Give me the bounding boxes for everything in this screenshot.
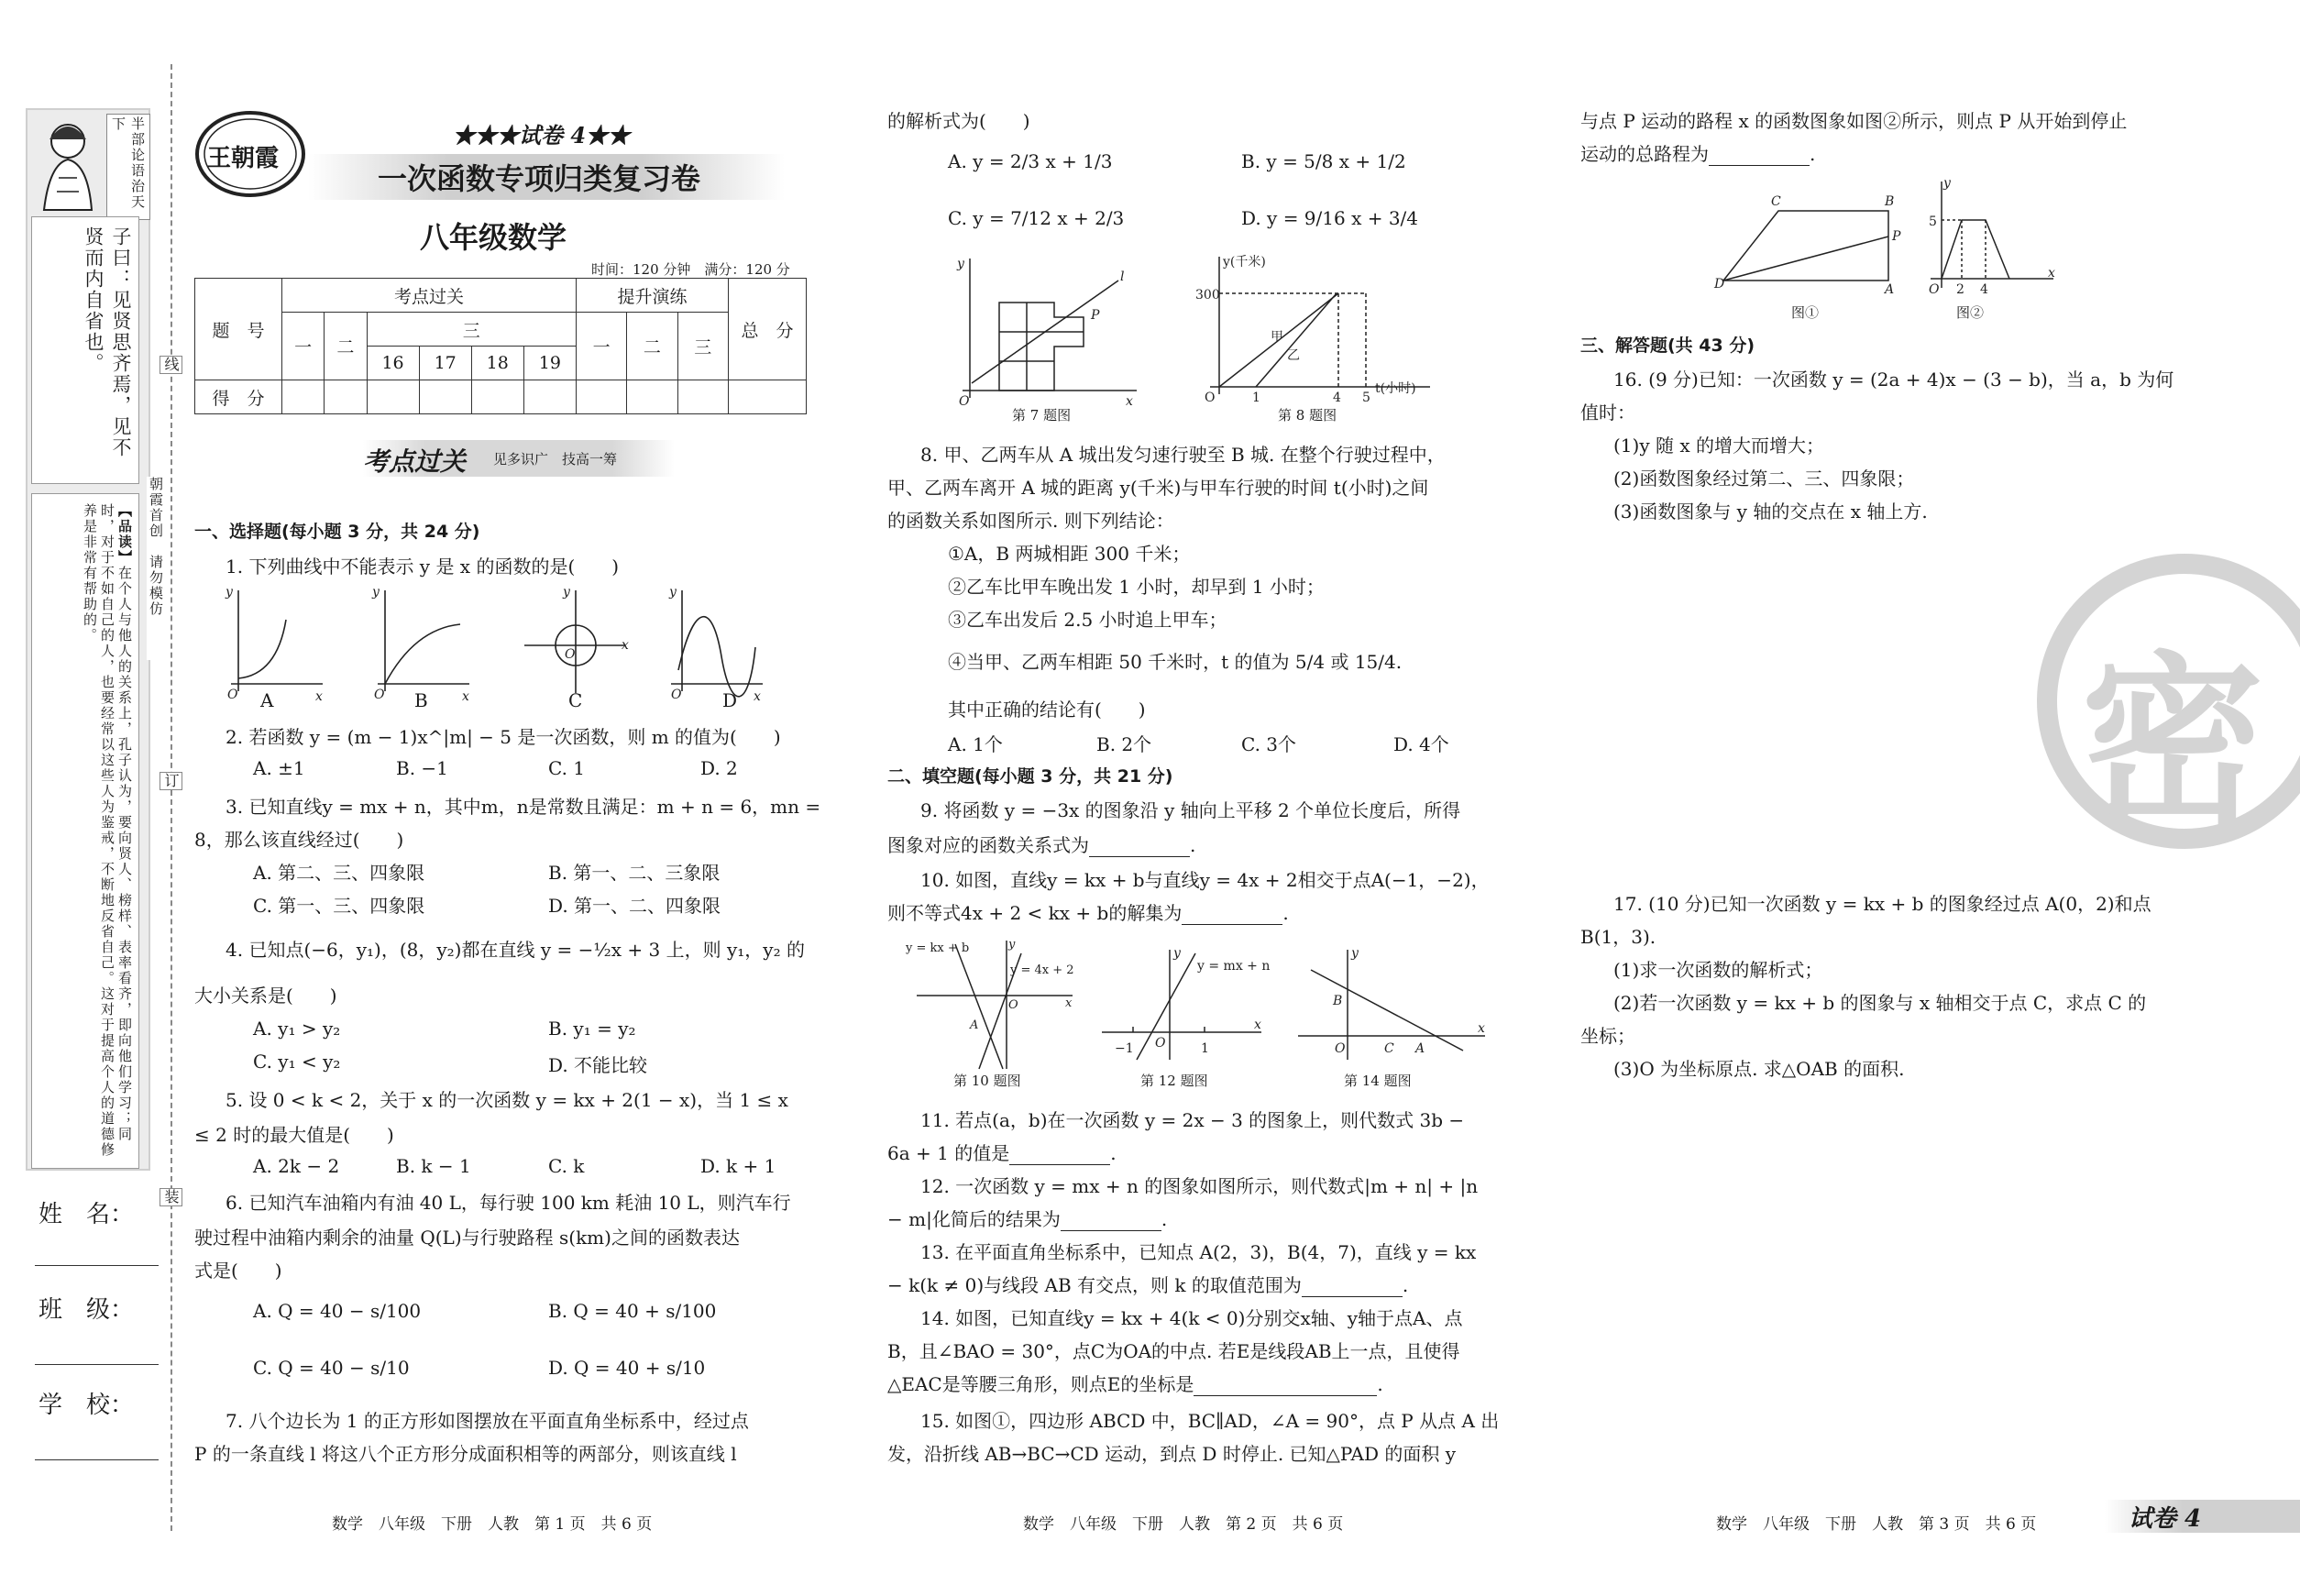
q16-part-3: (3)函数图象与 y 轴的交点在 x 轴上方. xyxy=(1613,501,1928,523)
margin-label-line: 线 xyxy=(160,356,182,374)
svg-text:O: O xyxy=(1155,1036,1166,1051)
svg-text:y: y xyxy=(563,585,570,600)
col-19: 19 xyxy=(523,347,576,380)
q12-answer-blank[interactable] xyxy=(1061,1212,1161,1231)
q11-line2: 6a + 1 的值是 . xyxy=(887,1142,1117,1164)
q15-line4: 运动的总路程为 . xyxy=(1580,143,1816,165)
score-cell[interactable] xyxy=(523,380,576,414)
q13-line2-text: − k(k ≠ 0)与线段 AB 有交点，则 k 的取值范围为 xyxy=(887,1274,1302,1296)
svg-text:t(小时): t(小时) xyxy=(1375,381,1416,396)
footer-page-2: 数学 八年级 下册 人教 第 2 页 共 6 页 xyxy=(1023,1515,1344,1534)
quote-box xyxy=(31,216,139,484)
svg-text:x: x xyxy=(1065,996,1073,1010)
q14-line1: 14. 如图，已知直线y = kx + 4(k < 0)分别交x轴、y轴于点A、点 xyxy=(920,1307,1463,1329)
q9-line2-text: 图象对应的函数关系式为 xyxy=(887,834,1089,856)
name-field[interactable] xyxy=(35,1265,159,1266)
reading-body: 在个人与他人的关系上，孔子认为，要向贤人、榜样、表率看齐，即向他们学习；同时，对于不如自己的人，也要经常以这些人为鉴戒，不断地反省自己。这对于提高个人的道德修养是非常有帮助的。 xyxy=(82,503,133,1158)
q7-opt-d: D. y = 9/16 x + 3/4 xyxy=(1241,207,1419,229)
q15-figure-2 xyxy=(1921,176,2059,295)
q17-part-1: (1)求一次函数的解析式； xyxy=(1613,959,1823,981)
q16-line2: 值时： xyxy=(1580,402,1635,424)
svg-text:y: y xyxy=(1008,938,1016,952)
group-kaodian: 考点过关 xyxy=(282,279,577,313)
school-field[interactable] xyxy=(35,1459,159,1460)
svg-text:x: x xyxy=(1254,1018,1261,1032)
school-label: 学 校： xyxy=(39,1392,135,1419)
q17-part-3: (3)O 为坐标原点. 求△OAB 的面积. xyxy=(1613,1058,1905,1080)
svg-text:x: x xyxy=(2048,266,2055,281)
q15-line2: 发，沿折线 AB→BC→CD 运动，到点 D 时停止. 已知△PAD 的面积 y xyxy=(887,1443,1457,1465)
svg-text:4: 4 xyxy=(1980,282,1988,297)
score-row-label: 得 分 xyxy=(195,380,282,414)
q5-line1: 5. 设 0 < k < 2，关于 x 的一次函数 y = kx + 2(1 − x)，当 1 ≤ x xyxy=(226,1089,788,1111)
score-cell[interactable] xyxy=(419,380,471,414)
svg-text:x: x xyxy=(1478,1021,1485,1036)
score-cell[interactable] xyxy=(325,380,367,414)
q13-answer-blank[interactable] xyxy=(1302,1278,1403,1297)
q4-line2: 大小关系是( ) xyxy=(194,985,337,1007)
q8-opt-c: C. 3个 xyxy=(1241,733,1297,755)
svg-text:y = kx + b: y = kx + b xyxy=(906,941,970,955)
q8-caption: 第 8 题图 xyxy=(1278,407,1337,424)
q3-line2: 8，那么该直线经过( ) xyxy=(194,829,404,851)
q5-opt-c: C. k xyxy=(548,1155,585,1177)
q6-opt-b: B. Q = 40 + s/100 xyxy=(548,1300,717,1322)
score-cell[interactable] xyxy=(729,380,807,414)
q3-line1: 3. 已知直线y = mx + n，其中m，n是常数且满足：m + n = 6，mn = xyxy=(226,796,821,818)
q12-line1: 12. 一次函数 y = mx + n 的图象如图所示，则代数式|m + n| + |n xyxy=(920,1175,1479,1197)
col-2: 二 xyxy=(325,313,367,380)
q16-line1: 16. (9 分)已知：一次函数 y = (2a + 4)x − (3 − b)，当 a，b 为何 xyxy=(1613,369,2174,391)
q8-opt-a: A. 1个 xyxy=(948,733,1003,755)
q4-opt-b: B. y₁ = y₂ xyxy=(548,1018,636,1040)
svg-text:O: O xyxy=(1205,391,1216,405)
svg-text:5: 5 xyxy=(1362,391,1370,405)
q1-label-d: D xyxy=(722,689,738,711)
score-table xyxy=(194,278,807,414)
q10-caption: 第 10 题图 xyxy=(953,1073,1021,1089)
total-header: 总 分 xyxy=(729,279,807,380)
col-17: 17 xyxy=(419,347,471,380)
brand-logo-text: 王朝霞 xyxy=(207,145,280,172)
q15-figure-1 xyxy=(1714,189,1916,297)
q8-claim-1: ①A，B 两城相距 300 千米； xyxy=(948,543,1191,565)
sidebar xyxy=(26,108,147,1208)
svg-text:O: O xyxy=(1929,282,1940,297)
svg-text:y = 4x + 2: y = 4x + 2 xyxy=(1010,963,1074,977)
q11-answer-blank[interactable] xyxy=(1009,1146,1110,1165)
q10-figure xyxy=(898,931,1082,1069)
col-p3: 三 xyxy=(677,313,728,380)
q6-opt-a: A. Q = 40 − s/100 xyxy=(253,1300,422,1322)
q14-line2: B，且∠BAO = 30°，点C为OA的中点. 若E是线段AB上一点，且使得 xyxy=(887,1340,1460,1362)
section-fill: 二、填空题(每小题 3 分，共 21 分) xyxy=(887,766,1173,787)
q14-line3: △EAC是等腰三角形，则点E的坐标是 . xyxy=(887,1373,1383,1395)
group-tisheng: 提升演练 xyxy=(576,279,728,313)
q2-opt-d: D. 2 xyxy=(700,757,738,779)
q11-line2-text: 6a + 1 的值是 xyxy=(887,1142,1010,1164)
q3-opt-a: A. 第二、三、四象限 xyxy=(253,862,425,884)
col-3: 三 xyxy=(367,313,576,347)
q10-line2: 则不等式4x + 2 < kx + b的解集为 . xyxy=(887,902,1289,924)
svg-text:y: y xyxy=(1173,946,1181,961)
footer-page-1: 数学 八年级 下册 人教 第 1 页 共 6 页 xyxy=(332,1515,653,1534)
q2-opt-c: C. 1 xyxy=(548,757,586,779)
svg-text:y = mx + n: y = mx + n xyxy=(1197,959,1271,974)
q16-part-2: (2)函数图象经过第二、三、四象限； xyxy=(1613,468,1915,490)
q5-opt-d: D. k + 1 xyxy=(700,1155,776,1177)
svg-text:l: l xyxy=(1120,270,1125,284)
q14-answer-blank[interactable] xyxy=(1194,1377,1377,1396)
q1-label-a: A xyxy=(260,689,274,711)
class-field[interactable] xyxy=(35,1364,159,1365)
q8-claim-3: ③乙车出发后 2.5 小时追上甲车； xyxy=(948,609,1227,631)
q13-line2: − k(k ≠ 0)与线段 AB 有交点，则 k 的取值范围为 . xyxy=(887,1274,1409,1296)
svg-text:y(千米): y(千米) xyxy=(1223,255,1266,270)
svg-text:A: A xyxy=(1415,1041,1425,1056)
binding-line xyxy=(171,64,172,1531)
q1-label-c: C xyxy=(568,689,583,711)
q15-fig1-caption: 图① xyxy=(1791,304,1820,321)
q10-answer-blank[interactable] xyxy=(1182,906,1282,925)
reading-text xyxy=(81,503,133,1159)
svg-text:C: C xyxy=(1771,194,1781,209)
svg-text:−1: −1 xyxy=(1115,1041,1134,1056)
svg-text:x: x xyxy=(462,689,469,704)
q13-line1: 13. 在平面直角坐标系中，已知点 A(2，3)，B(4，7)，直线 y = kx xyxy=(920,1241,1477,1263)
banner-sub: 见多识广 技高一筹 xyxy=(493,451,618,468)
score-cell[interactable] xyxy=(367,380,419,414)
q8-line2: 甲、乙两车离开 A 城的距离 y(千米)与甲车行驶的时间 t(小时)之间 xyxy=(887,477,1429,499)
q8-opt-d: D. 4个 xyxy=(1393,733,1449,755)
score-cell[interactable] xyxy=(677,380,728,414)
name-label: 姓 名： xyxy=(39,1201,135,1228)
reading-title: 【品读】 xyxy=(116,503,133,566)
svg-text:x: x xyxy=(622,638,629,653)
q12-caption: 第 12 题图 xyxy=(1140,1073,1208,1089)
class-label: 班 级： xyxy=(39,1296,135,1324)
svg-text:y: y xyxy=(1943,176,1951,191)
q15-line4-text: 运动的总路程为 xyxy=(1580,143,1709,165)
svg-text:C: C xyxy=(1384,1041,1394,1056)
quote-text: 子曰：见贤思齐焉，见不贤而内自省也。 xyxy=(83,226,132,458)
q3-opt-b: B. 第一、二、三象限 xyxy=(548,862,721,884)
col-1: 一 xyxy=(282,313,325,380)
q12-figure xyxy=(1096,944,1271,1063)
q6-line1: 6. 已知汽车油箱内有油 40 L，每行驶 100 km 耗油 10 L，则汽车行 xyxy=(226,1192,791,1214)
q8-figure xyxy=(1183,249,1448,405)
margin-label-zhuang: 装 xyxy=(160,1188,182,1206)
time-info: 时间：120 分钟 满分：120 分 xyxy=(591,261,790,278)
q7-opt-c: C. y = 7/12 x + 2/3 xyxy=(948,207,1125,229)
q10-line1: 10. 如图，直线y = kx + b与直线y = 4x + 2相交于点A(−1，−2)， xyxy=(920,869,1490,891)
q12-line2: − m|化简后的结果为 . xyxy=(887,1208,1168,1230)
svg-text:5: 5 xyxy=(1929,215,1937,229)
svg-text:2: 2 xyxy=(1956,282,1964,297)
score-cell[interactable] xyxy=(282,380,325,414)
q11-line1: 11. 若点(a，b)在一次函数 y = 2x − 3 的图象上，则代数式 3b − xyxy=(920,1109,1465,1131)
col-18: 18 xyxy=(471,347,523,380)
svg-text:4: 4 xyxy=(1333,391,1341,405)
q4-opt-d: D. 不能比较 xyxy=(548,1054,648,1076)
q4-line1: 4. 已知点(−6，y₁)，(8，y₂)都在直线 y = −½x + 3 上，则 y₁，y₂ 的 xyxy=(226,939,805,961)
q8-claim-2: ②乙车比甲车晚出发 1 小时，却早到 1 小时； xyxy=(948,576,1325,598)
subject-title: 八年级数学 xyxy=(420,220,567,255)
q7-opt-b: B. y = 5/8 x + 1/2 xyxy=(1241,150,1406,172)
svg-text:300: 300 xyxy=(1195,288,1220,303)
q7-figure xyxy=(944,253,1146,409)
q16-part-1: (1)y 随 x 的增大而增大； xyxy=(1613,435,1824,457)
svg-text:y: y xyxy=(372,585,380,600)
q6-line2: 驶过程中油箱内剩余的油量 Q(L)与行驶路程 s(km)之间的函数表达 xyxy=(194,1227,740,1249)
svg-text:O: O xyxy=(671,688,682,702)
q14-caption: 第 14 题图 xyxy=(1344,1073,1412,1089)
svg-text:y: y xyxy=(1351,946,1359,961)
margin-label-ding: 订 xyxy=(160,772,182,790)
q7-caption: 第 7 题图 xyxy=(1012,407,1072,424)
q5-opt-a: A. 2k − 2 xyxy=(253,1155,340,1177)
q7-line2: P 的一条直线 l 将这八个正方形分成面积相等的两部分，则该直线 l xyxy=(194,1443,737,1465)
svg-text:O: O xyxy=(959,394,970,409)
q2-text: 2. 若函数 y = (m − 1)x^|m| − 5 是一次函数，则 m 的值为( ) xyxy=(226,726,781,748)
score-header: 题 号 xyxy=(195,279,282,380)
svg-text:y: y xyxy=(669,585,677,600)
q1-text: 1. 下列曲线中不能表示 y 是 x 的函数的是( ) xyxy=(226,556,620,578)
q15-answer-blank[interactable] xyxy=(1709,147,1810,166)
q17-line2: B(1，3). xyxy=(1580,926,1656,948)
q1-graphs xyxy=(213,583,763,711)
score-cell[interactable] xyxy=(471,380,523,414)
svg-text:D: D xyxy=(1714,277,1725,292)
svg-text:B: B xyxy=(1885,194,1895,209)
reading-box xyxy=(31,493,139,1169)
seal-watermark-char: 密 xyxy=(2081,636,2265,850)
q12-line2-text: − m|化简后的结果为 xyxy=(887,1208,1061,1230)
q8-opt-b: B. 2个 xyxy=(1096,733,1152,755)
q4-opt-a: A. y₁ > y₂ xyxy=(253,1018,341,1040)
svg-text:A: A xyxy=(1885,282,1895,297)
footer-page-3: 数学 八年级 下册 人教 第 3 页 共 6 页 xyxy=(1716,1515,2037,1534)
q6-opt-d: D. Q = 40 + s/10 xyxy=(548,1357,706,1379)
svg-text:甲: 甲 xyxy=(1271,330,1283,345)
q7-opt-a: A. y = 2/3 x + 1/3 xyxy=(948,150,1113,172)
svg-text:1: 1 xyxy=(1252,391,1260,405)
q15-fig2-caption: 图② xyxy=(1956,304,1985,321)
score-cell[interactable] xyxy=(576,380,626,414)
q8-line1: 8. 甲、乙两车从 A 城出发匀速行驶至 B 城. 在整个行驶过程中， xyxy=(920,444,1446,466)
q9-line2: 图象对应的函数关系式为 . xyxy=(887,834,1196,856)
q8-line4: 其中正确的结论有( ) xyxy=(948,699,1146,721)
svg-text:O: O xyxy=(227,688,238,702)
svg-text:O: O xyxy=(374,688,385,702)
q15-line1: 15. 如图①，四边形 ABCD 中，BC∥AD，∠A = 90°，点 P 从点 A 出 xyxy=(920,1410,1500,1432)
q4-opt-c: C. y₁ < y₂ xyxy=(253,1051,341,1073)
svg-text:乙: 乙 xyxy=(1287,348,1300,363)
paper-series: ★★★试卷 4★★ xyxy=(453,122,631,149)
q6-opt-c: C. Q = 40 − s/10 xyxy=(253,1357,410,1379)
svg-text:B: B xyxy=(1333,994,1343,1008)
svg-text:x: x xyxy=(315,689,323,704)
section-solve: 三、解答题(共 43 分) xyxy=(1580,336,1755,356)
q3-opt-c: C. 第一、三、四象限 xyxy=(253,895,425,917)
q17-part-2: (2)若一次函数 y = kx + b 的图象与 x 轴相交于点 C，求点 C 的 xyxy=(1613,992,2147,1014)
q2-opt-a: A. ±1 xyxy=(253,757,305,779)
svg-text:P: P xyxy=(1091,308,1100,323)
q17-line1: 17. (10 分)已知一次函数 y = kx + b 的图象经过点 A(0，2)和点 xyxy=(1613,893,2151,915)
svg-text:O: O xyxy=(1335,1041,1346,1056)
svg-text:x: x xyxy=(1126,394,1133,409)
q9-line1: 9. 将函数 y = −3x 的图象沿 y 轴向上平移 2 个单位长度后，所得 xyxy=(920,799,1461,821)
col-p1: 一 xyxy=(576,313,626,380)
svg-text:O: O xyxy=(565,647,576,662)
section-choice: 一、选择题(每小题 3 分，共 24 分) xyxy=(194,522,480,542)
q9-answer-blank[interactable] xyxy=(1089,838,1190,857)
q3-opt-d: D. 第一、二、四象限 xyxy=(548,895,721,917)
q15-line3: 与点 P 运动的路程 x 的函数图象如图②所示，则点 P 从开始到停止 xyxy=(1580,110,2128,132)
q10-line2-text: 则不等式4x + 2 < kx + b的解集为 xyxy=(887,902,1183,924)
banner-main: 考点过关 xyxy=(363,446,467,477)
q14-figure xyxy=(1293,944,1494,1063)
confucius-illustration xyxy=(31,114,105,215)
svg-text:P: P xyxy=(1892,229,1901,244)
paper-title: 一次函数专项归类复习卷 xyxy=(378,161,701,196)
svg-text:x: x xyxy=(754,689,761,704)
badge-text: 半部论语治天下 xyxy=(106,114,150,220)
q5-opt-b: B. k − 1 xyxy=(396,1155,471,1177)
q14-line3-text: △EAC是等腰三角形，则点E的坐标是 xyxy=(887,1373,1194,1395)
footer-tag: 试卷 4 xyxy=(2129,1505,2202,1533)
q6-line3: 式是( ) xyxy=(194,1260,282,1282)
col-p2: 二 xyxy=(627,313,677,380)
svg-text:O: O xyxy=(1008,998,1018,1012)
margin-label-copyright: 朝霞首创 请勿模仿 xyxy=(147,477,165,660)
svg-text:y: y xyxy=(226,585,233,600)
svg-text:1: 1 xyxy=(1201,1041,1209,1056)
q7-line3: 的解析式为( ) xyxy=(887,110,1030,132)
svg-text:y: y xyxy=(957,257,964,271)
q17-part-2b: 坐标； xyxy=(1580,1025,1635,1047)
q8-claim-4: ④当甲、乙两车相距 50 千米时，t 的值为 5/4 或 15/4. xyxy=(948,651,1403,673)
q1-label-b: B xyxy=(414,689,428,711)
q5-line2: ≤ 2 时的最大值是( ) xyxy=(194,1124,394,1146)
col-16: 16 xyxy=(367,347,419,380)
svg-text:A: A xyxy=(970,1018,979,1032)
score-cell[interactable] xyxy=(627,380,677,414)
q8-line3: 的函数关系如图所示. 则下列结论： xyxy=(887,510,1174,532)
q7-line1: 7. 八个边长为 1 的正方形如图摆放在平面直角坐标系中，经过点 xyxy=(226,1410,749,1432)
q2-opt-b: B. −1 xyxy=(396,757,448,779)
